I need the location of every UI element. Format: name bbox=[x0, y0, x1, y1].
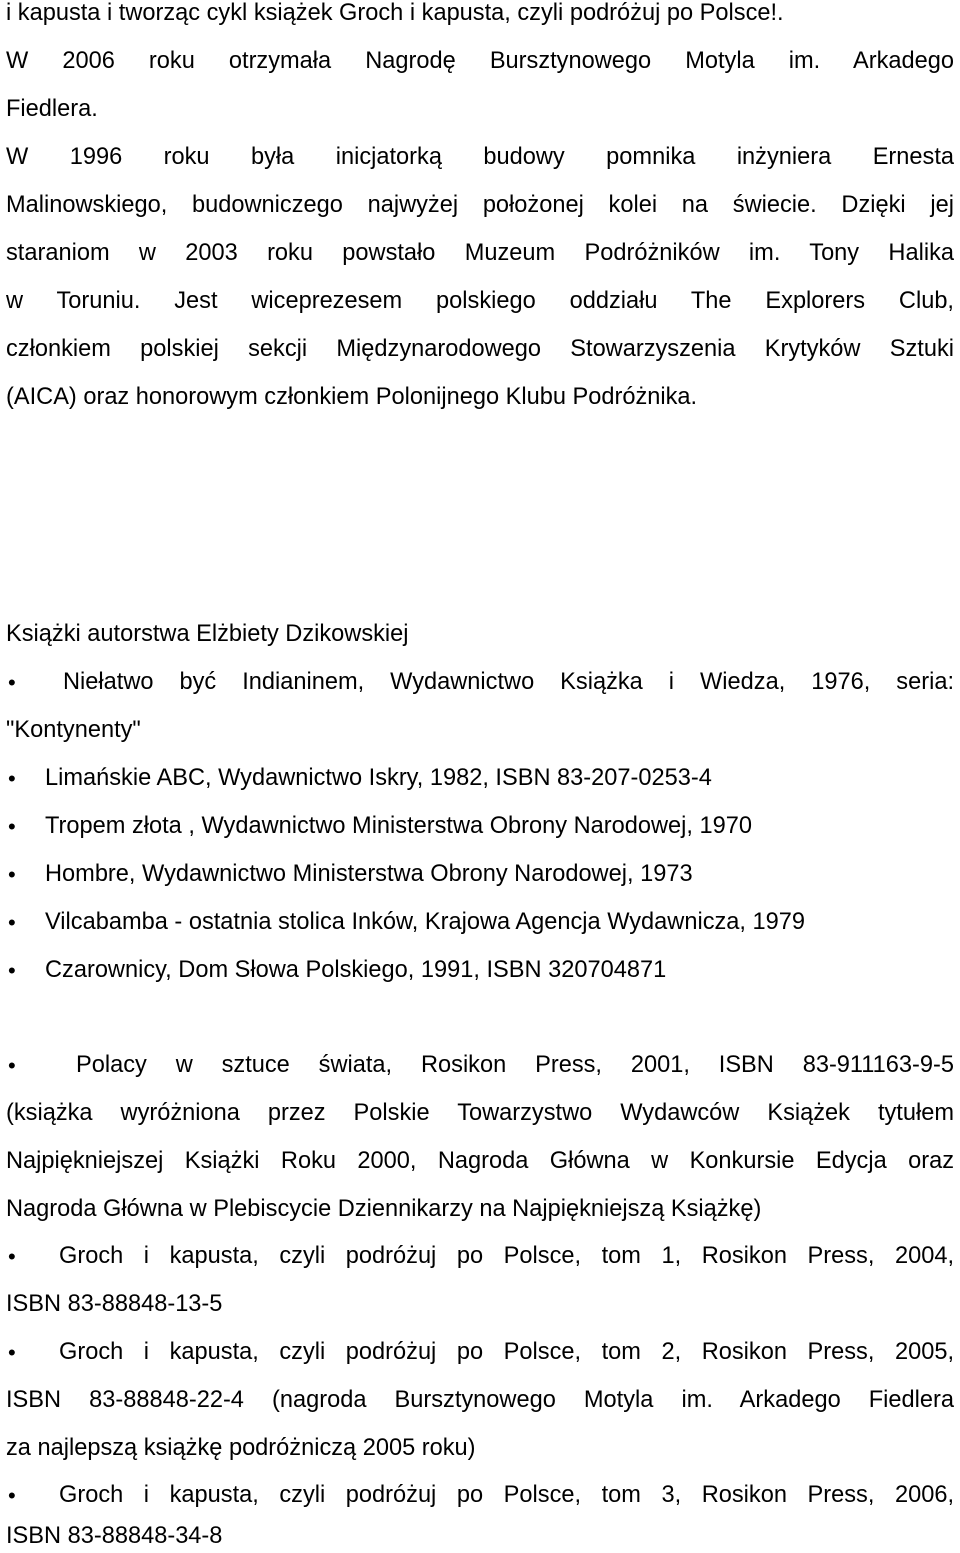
book-item-continuation: Nagroda Główna w Plebiscycie Dziennikarzy na Najpiękniejszą Książkę) bbox=[6, 1196, 762, 1222]
bullet-icon: • bbox=[8, 1053, 16, 1078]
book-item-continuation: Najpiękniejszej Książki Roku 2000, Nagroda Główna w Konkursie Edycja oraz bbox=[6, 1148, 954, 1174]
bullet-icon: • bbox=[8, 1244, 16, 1269]
bio-line: staraniom w 2003 roku powstało Muzeum Podróżników im. Tony Halika bbox=[6, 240, 954, 266]
book-item-continuation: (książka wyróżniona przez Polskie Towarzystwo Wydawców Książek tytułem bbox=[6, 1100, 954, 1126]
bullet-icon: • bbox=[8, 910, 16, 935]
book-item-continuation: "Kontynenty" bbox=[6, 717, 141, 743]
book-item: Tropem złota , Wydawnictwo Ministerstwa Obrony Narodowej, 1970 bbox=[45, 813, 753, 839]
bio-line: Fiedlera. bbox=[6, 96, 98, 122]
book-item: Niełatwo być Indianinem, Wydawnictwo Książka i Wiedza, 1976, seria: bbox=[63, 669, 954, 695]
bullet-icon: • bbox=[8, 814, 16, 839]
bullet-icon: • bbox=[8, 1340, 16, 1365]
book-item: Groch i kapusta, czyli podróżuj po Polsce, tom 2, Rosikon Press, 2005, bbox=[59, 1339, 954, 1365]
bio-line: (AICA) oraz honorowym członkiem Polonijnego Klubu Podróżnika. bbox=[6, 384, 698, 410]
book-item: Groch i kapusta, czyli podróżuj po Polsce, tom 1, Rosikon Press, 2004, bbox=[59, 1243, 954, 1269]
book-item: Hombre, Wydawnictwo Ministerstwa Obrony Narodowej, 1973 bbox=[45, 861, 693, 887]
bullet-icon: • bbox=[8, 862, 16, 887]
book-item-continuation: ISBN 83-88848-13-5 bbox=[6, 1291, 223, 1317]
book-item: Polacy w sztuce świata, Rosikon Press, 2001, ISBN 83-911163-9-5 bbox=[76, 1052, 954, 1078]
bio-line: w Toruniu. Jest wiceprezesem polskiego oddziału The Explorers Club, bbox=[6, 288, 954, 314]
bio-line: W 2006 roku otrzymała Nagrodę Bursztynowego Motyla im. Arkadego bbox=[6, 48, 954, 74]
bullet-icon: • bbox=[8, 766, 16, 791]
book-item: Czarownicy, Dom Słowa Polskiego, 1991, ISBN 320704871 bbox=[45, 957, 667, 983]
bio-line: Malinowskiego, budowniczego najwyżej położonej kolei na świecie. Dzięki jej bbox=[6, 192, 954, 218]
bullet-icon: • bbox=[8, 958, 16, 983]
book-item: Groch i kapusta, czyli podróżuj po Polsce, tom 3, Rosikon Press, 2006, bbox=[59, 1482, 954, 1508]
bio-line: członkiem polskiej sekcji Międzynarodowego Stowarzyszenia Krytyków Sztuki bbox=[6, 336, 954, 362]
book-item-continuation: ISBN 83-88848-34-8 bbox=[6, 1523, 223, 1549]
book-item-continuation: ISBN 83-88848-22-4 (nagroda Bursztynowego Motyla im. Arkadego Fiedlera bbox=[6, 1387, 954, 1413]
bullet-icon: • bbox=[8, 670, 16, 695]
bio-line: W 1996 roku była inicjatorką budowy pomnika inżyniera Ernesta bbox=[6, 144, 954, 170]
bullet-icon: • bbox=[8, 1483, 16, 1508]
book-item: Vilcabamba - ostatnia stolica Inków, Krajowa Agencja Wydawnicza, 1979 bbox=[45, 909, 806, 935]
book-item-continuation: za najlepszą książkę podróżniczą 2005 roku) bbox=[6, 1435, 476, 1461]
books-heading: Książki autorstwa Elżbiety Dzikowskiej bbox=[6, 621, 409, 647]
bio-line: i kapusta i tworząc cykl książek Groch i kapusta, czyli podróżuj po Polsce!. bbox=[6, 0, 784, 26]
book-item: Limańskie ABC, Wydawnictwo Iskry, 1982, ISBN 83-207-0253-4 bbox=[45, 765, 712, 791]
